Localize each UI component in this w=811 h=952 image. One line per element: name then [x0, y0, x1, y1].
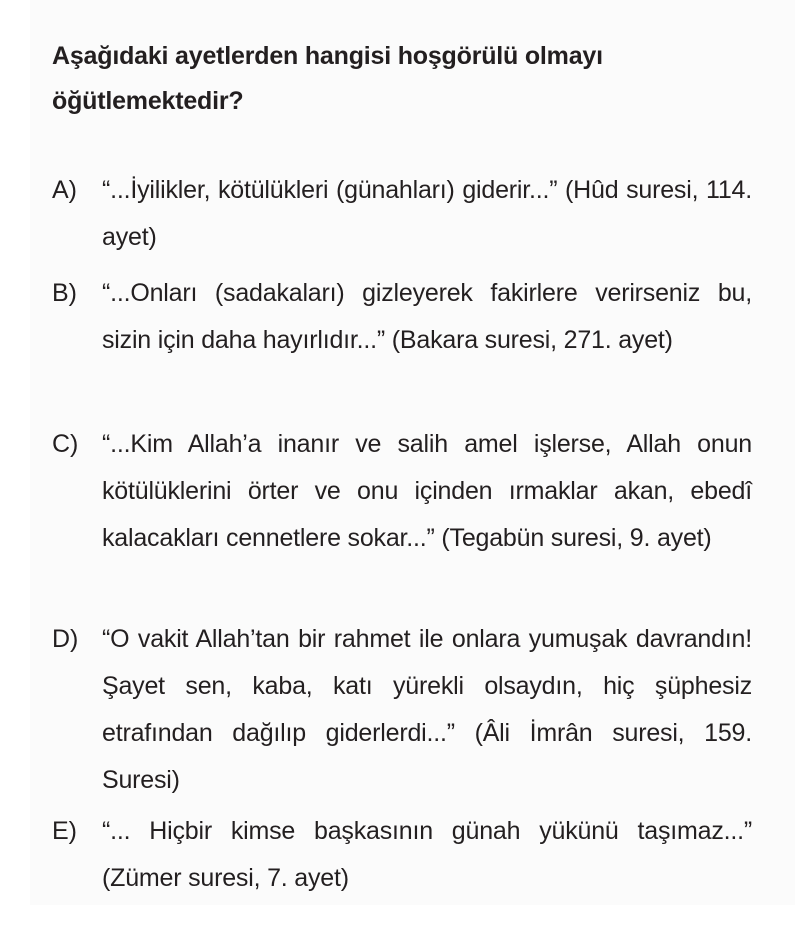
option-d-letter: D): [52, 625, 79, 653]
option-a-letter: A): [52, 176, 77, 204]
option-d[interactable]: [52, 616, 752, 804]
option-a[interactable]: [52, 167, 752, 261]
option-e[interactable]: [52, 808, 752, 902]
option-c-text: “...Kim Allah’a inanır ve salih amel işlerse, Allah onun kötülüklerini örter ve onu içinden ırmaklar akan, ebedî kalacakları cennetlere sokar...” (Tegabün suresi, 9. ayet): [102, 430, 752, 552]
option-b-letter: B): [52, 279, 77, 307]
option-a-text: “...İyilikler, kötülükleri (günahları) giderir...” (Hûd suresi, 114. ayet): [102, 176, 752, 251]
option-b-text: “...Onları (sadakaları) gizleyerek fakirlere verirseniz bu, sizin için daha hayırlıdır...” (Bakara suresi, 271. ayet): [102, 279, 752, 354]
option-b[interactable]: [52, 270, 752, 364]
question-text: Aşağıdaki ayetlerden hangisi hoşgörülü olmayı öğütlemektedir?: [52, 42, 603, 115]
option-c[interactable]: [52, 421, 752, 562]
option-e-letter: E): [52, 817, 77, 845]
option-d-text: “O vakit Allah’tan bir rahmet ile onlara yumuşak davrandın! Şayet sen, kaba, katı yürekli olsaydın, hiç şüphesiz etrafından dağılıp giderlerdi...” (Âli İmrân suresi, 159. Suresi): [102, 625, 752, 794]
option-c-letter: C): [52, 430, 79, 458]
option-e-text: “... Hiçbir kimse başkasının günah yükünü taşımaz...” (Zümer suresi, 7. ayet): [102, 817, 752, 892]
